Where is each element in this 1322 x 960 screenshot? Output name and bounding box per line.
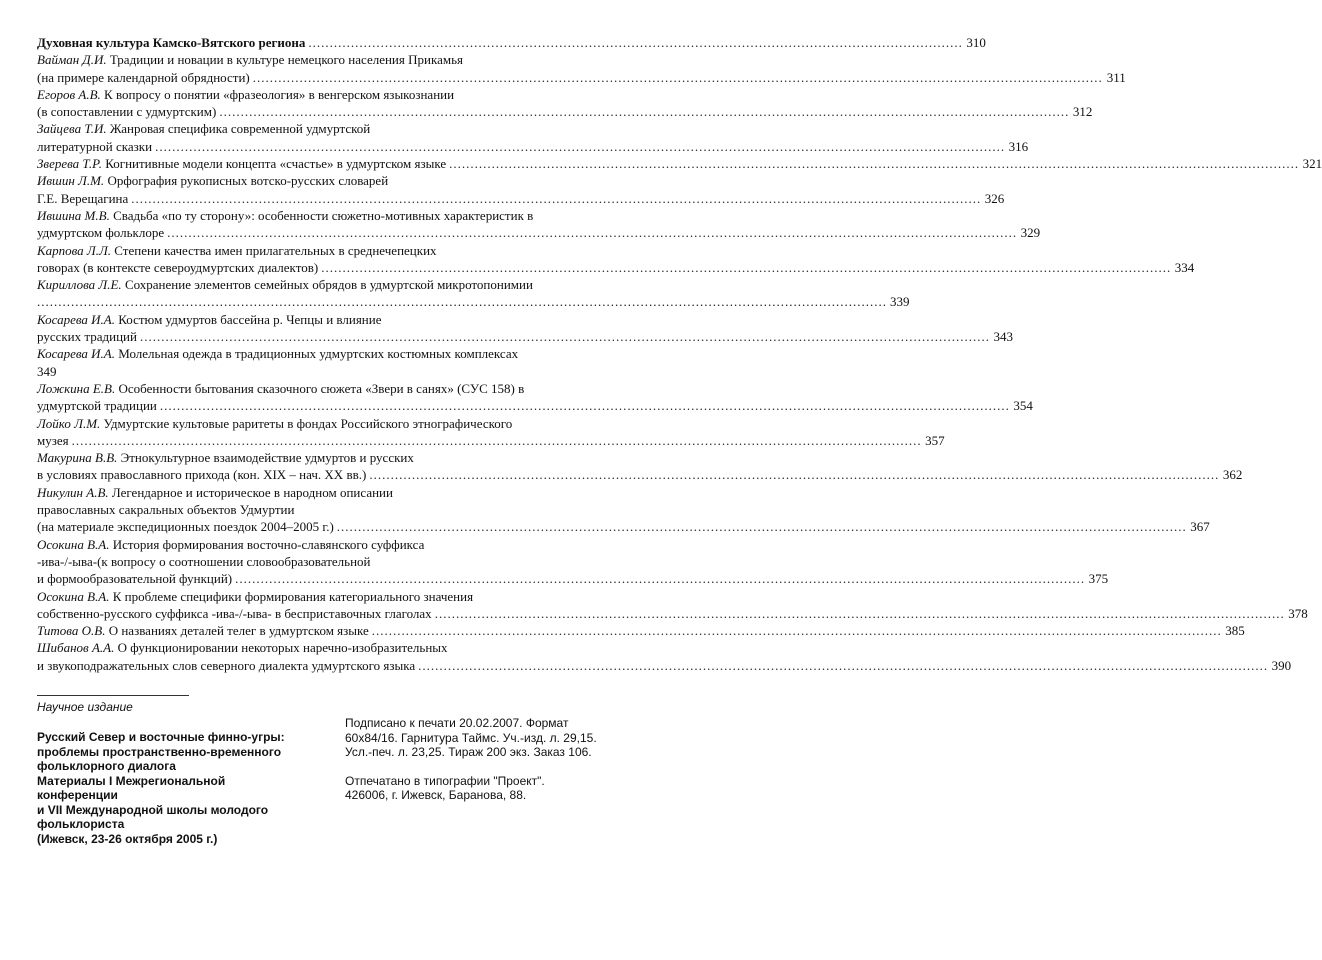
- table-of-contents: [37, 34, 1322, 674]
- page-number: 390: [1271, 657, 1292, 673]
- page-number: 310: [966, 35, 986, 50]
- toc-entry-line: [37, 363, 611, 380]
- author-name: Вайман Д.И.: [37, 52, 107, 68]
- author-name: Осокина В.А.: [37, 536, 110, 552]
- author-name: Зайцева Т.И.: [37, 121, 107, 137]
- entry-text: [37, 190, 128, 207]
- entry-title: -ива-/-ыва-(к вопросу о соотношении словообразовательной: [37, 553, 371, 569]
- entry-title: История формирования восточно-славянского суффикса: [112, 536, 425, 552]
- section-title: Духовная культура Камско-Вятского региона: [37, 35, 306, 50]
- page-number: 354: [1013, 398, 1033, 414]
- book-title-line: конференции: [37, 788, 118, 802]
- toc-entry-line: [37, 224, 1041, 241]
- entry-title: Этнокультурное взаимодействие удмуртов и русских: [120, 450, 414, 466]
- toc-entry: [37, 380, 1033, 415]
- entry-text: [37, 432, 69, 449]
- entry-text: [37, 103, 216, 120]
- toc-entry: [37, 415, 945, 450]
- book-title-line: Русский Север и восточные финно-угры:: [37, 730, 285, 744]
- dot-leader: ........................................................................................................................................................................................................: [131, 190, 982, 206]
- toc-entry-line: [37, 501, 611, 518]
- toc-entry: [37, 86, 1093, 121]
- author-name: Ившина М.В.: [37, 207, 110, 223]
- dot-leader: ........................................................................................................................................................................................................: [449, 156, 1300, 172]
- entry-text: [37, 328, 137, 345]
- toc-entry-first-line: [37, 345, 611, 362]
- toc-entry: [37, 639, 1292, 674]
- toc-entry-line: [37, 259, 1195, 276]
- dot-leader: ........................................................................................................................................................................................................: [139, 329, 990, 345]
- author-name: Шибанов А.А.: [37, 640, 115, 656]
- toc-entry-line: [37, 328, 1013, 345]
- toc-section-heading: [37, 34, 986, 51]
- toc-entry-line: [37, 397, 1033, 414]
- toc-entry-line: [37, 103, 1093, 120]
- dot-leader: ........................................................................................................................................................................................................: [321, 259, 1172, 275]
- toc-entry: [37, 51, 1126, 86]
- entry-text: [37, 657, 415, 674]
- entry-title: удмуртском фольклоре: [37, 225, 165, 241]
- entry-title: Традиции и новации в культуре немецкого населения Прикамья: [109, 52, 463, 68]
- entry-title: Жанровая специфика современной удмуртской: [109, 121, 371, 137]
- entry-title: Легендарное и историческое в народном описании: [111, 484, 393, 500]
- entry-title: К вопросу о понятии «фразеология» в венгерском языкознании: [104, 86, 455, 102]
- toc-entry-first-line: [37, 588, 611, 605]
- entry-title: Сохранение элементов семейных обрядов в удмуртской микротопонимии: [124, 277, 533, 293]
- entry-text: [37, 518, 334, 535]
- entry-title: удмуртской традиции: [37, 398, 157, 414]
- entry-text: [37, 224, 164, 241]
- dot-leader: ........................................................................................................................................................................................................: [219, 104, 1070, 120]
- toc-entry-first-line: [37, 242, 611, 259]
- toc-entry-first-line: [37, 155, 1322, 172]
- toc-entry: [37, 155, 1322, 172]
- entry-title: и формообразовательной функций): [37, 571, 233, 587]
- page-number: 349: [37, 363, 57, 379]
- toc-entry: [37, 276, 910, 311]
- imprint-line: 60х84/16. Гарнитура Таймс. Уч.-изд. л. 29,15.: [345, 730, 597, 745]
- toc-entry-first-line: [37, 276, 611, 293]
- toc-entry-first-line: [37, 51, 611, 68]
- entry-text: [37, 259, 318, 276]
- toc-entry: [37, 622, 1245, 639]
- toc-entry-first-line: [37, 536, 611, 553]
- toc-entry: [37, 311, 1013, 346]
- page-number: 343: [993, 329, 1013, 345]
- author-name: Никулин А.В.: [37, 484, 109, 500]
- author-name: Лойко Л.М.: [37, 415, 101, 431]
- page-number: 339: [890, 294, 910, 310]
- author-name: Кириллова Л.Е.: [37, 277, 122, 293]
- toc-entry-first-line: [37, 172, 611, 189]
- entry-title: литературной сказки: [37, 138, 153, 154]
- entry-title: Свадьба «по ту сторону»: особенности сюжетно-мотивных характеристик в: [113, 207, 534, 223]
- dot-leader: ........................................................................................................................................................................................................: [252, 69, 1103, 85]
- entry-title: Костюм удмуртов бассейна р. Чепцы и влияние: [118, 311, 382, 327]
- printer-line: 426006, г. Ижевск, Баранова, 88.: [345, 788, 527, 802]
- entry-title: О названиях деталей телег в удмуртском языке: [108, 623, 369, 639]
- dot-leader: ........................................................................................................................................................................................................: [155, 138, 1006, 154]
- page-number: 311: [1106, 69, 1126, 85]
- author-name: Ившин Л.М.: [37, 173, 105, 189]
- entry-text: [37, 397, 157, 414]
- book-title-line: Материалы I Межрегиональной: [37, 773, 226, 788]
- toc-entry-first-line: [37, 484, 611, 501]
- page-number: 385: [1225, 623, 1245, 639]
- entry-title: О функционировании некоторых наречно-изобразительных: [117, 640, 448, 656]
- entry-text: [37, 69, 250, 86]
- toc-entry: [37, 536, 1109, 588]
- page-number: 362: [1222, 467, 1243, 483]
- toc-entry-line: [37, 518, 1210, 535]
- dot-leader: ........................................................................................................................................................................................................: [167, 225, 1018, 241]
- author-name: Осокина В.А.: [37, 588, 110, 604]
- entry-text: [37, 466, 366, 483]
- edition-label: Научное издание: [37, 700, 133, 714]
- book-title-line: (Ижевск, 23-26 октября 2005 г.): [37, 831, 218, 846]
- book-title: [37, 730, 337, 846]
- entry-title: Молельная одежда в традиционных удмуртских костюмных комплексах: [118, 346, 519, 362]
- entry-title: К проблеме специфики формирования категориального значения: [112, 588, 474, 604]
- toc-entry: [37, 484, 1210, 536]
- entry-title: и звукоподражательных слов северного диалекта удмуртского языка: [37, 657, 416, 673]
- toc-entry-line: [37, 432, 945, 449]
- entry-title: Особенности бытования сказочного сюжета «Звери в санях» (СУС 158) в: [118, 380, 525, 396]
- dot-leader: ........................................................................................................................................................................................................: [434, 605, 1285, 621]
- entry-title: Степени качества имен прилагательных в среднечепецких: [114, 242, 437, 258]
- toc-entry-first-line: [37, 622, 1245, 639]
- entry-title: (на материале экспедиционных поездок 2004–2005 г.): [37, 519, 334, 535]
- page-number: 375: [1088, 571, 1109, 587]
- toc-entry: [37, 345, 611, 380]
- book-title-line: фольклориста: [37, 817, 125, 831]
- dot-leader: ........................................................................................................................................................................................................: [37, 294, 887, 310]
- toc-entry-line: [37, 69, 1126, 86]
- dot-leader: ........................................................................................................................................................................................................: [371, 623, 1222, 639]
- toc-entry: [37, 449, 1243, 484]
- toc-entry-line: [37, 293, 910, 310]
- toc-entry: [37, 207, 1041, 242]
- toc-entry-line: [37, 605, 1308, 622]
- entry-title: музея: [37, 432, 69, 448]
- divider-rule: [37, 695, 189, 696]
- entry-text: [37, 570, 232, 587]
- toc-entry-first-line: [37, 207, 611, 224]
- dot-leader: ........................................................................................................................................................................................................: [71, 432, 922, 448]
- page-number: 367: [1190, 519, 1210, 535]
- imprint-line: Усл.-печ. л. 23,25. Тираж 200 экз. Заказ 106.: [345, 745, 592, 759]
- toc-entry-first-line: [37, 120, 611, 137]
- author-name: Косарева И.А.: [37, 311, 115, 327]
- page-number: 312: [1072, 104, 1093, 120]
- entry-title: Г.Е. Верещагина: [37, 190, 129, 206]
- dot-leader: ..........................................................................................................................................................: [308, 35, 963, 50]
- toc-entry-first-line: [37, 311, 611, 328]
- imprint-block: [345, 716, 635, 803]
- page-number: 334: [1174, 259, 1195, 275]
- entry-title: Когнитивные модели концепта «счастье» в удмуртском языке: [105, 156, 447, 172]
- entry-title: собственно-русского суффикса -ива-/-ыва- в бесприставочных глаголах: [37, 605, 432, 621]
- toc-entry-line: [37, 553, 611, 570]
- entry-title: Удмуртские культовые раритеты в фондах Российского этнографического: [103, 415, 513, 431]
- entry-title: в условиях православного прихода (кон. XIX – нач. XX вв.): [37, 467, 367, 483]
- toc-entry-first-line: [37, 380, 611, 397]
- toc-entry-first-line: [37, 86, 611, 103]
- entry-title: (на примере календарной обрядности): [37, 69, 250, 85]
- toc-entry-line: [37, 190, 1005, 207]
- page-number: 357: [925, 432, 945, 448]
- dot-leader: ........................................................................................................................................................................................................: [159, 398, 1010, 414]
- toc-entry-first-line: [37, 449, 611, 466]
- dot-leader: ........................................................................................................................................................................................................: [336, 519, 1187, 535]
- imprint-line: Подписано к печати 20.02.2007. Формат: [345, 716, 569, 730]
- toc-entry: [37, 588, 1308, 623]
- toc-entry-line: [37, 657, 1292, 674]
- author-name: Ложкина Е.В.: [37, 380, 116, 396]
- toc-entry-line: [37, 138, 1029, 155]
- toc-entry: [37, 242, 1195, 277]
- page-number: 326: [984, 190, 1005, 206]
- entry-title: Орфография рукописных вотско-русских словарей: [107, 173, 389, 189]
- author-name: Титова О.В.: [37, 623, 106, 639]
- entry-title: православных сакральных объектов Удмуртии: [37, 502, 295, 518]
- author-name: Макурина В.В.: [37, 450, 118, 466]
- author-name: Егоров А.В.: [37, 86, 101, 102]
- toc-entries: [37, 51, 1322, 674]
- page-number: 378: [1288, 605, 1308, 621]
- entry-text: [37, 622, 369, 639]
- page-number: 329: [1020, 225, 1041, 241]
- dot-leader: ........................................................................................................................................................................................................: [369, 467, 1220, 483]
- entry-title: говорах (в контексте североудмуртских диалектов): [37, 259, 319, 275]
- book-title-line: проблемы пространственно-временного: [37, 744, 282, 759]
- toc-entry: [37, 172, 1005, 207]
- dot-leader: ........................................................................................................................................................................................................: [235, 571, 1086, 587]
- toc-entry-line: [37, 466, 1243, 483]
- toc-entry-line: [37, 570, 1109, 587]
- entry-title: (в сопоставлении с удмуртским): [37, 104, 217, 120]
- page-number: 316: [1008, 138, 1029, 154]
- author-name: Зверева Т.Р.: [37, 156, 102, 172]
- author-name: Косарева И.А.: [37, 346, 115, 362]
- entry-text: [37, 155, 446, 172]
- entry-title: русских традиций: [37, 329, 137, 345]
- toc-entry: [37, 120, 1029, 155]
- entry-text: [37, 138, 152, 155]
- toc-entry-first-line: [37, 639, 611, 656]
- author-name: Карпова Л.Л.: [37, 242, 112, 258]
- book-title-line: фольклорного диалога: [37, 759, 176, 773]
- entry-text: [37, 605, 432, 622]
- page-number: 321: [1302, 156, 1322, 172]
- book-title-line: и VII Международной школы молодого: [37, 802, 269, 817]
- dot-leader: ........................................................................................................................................................................................................: [418, 657, 1269, 673]
- printer-line: Отпечатано в типографии "Проект".: [345, 773, 545, 788]
- toc-entry-first-line: [37, 415, 611, 432]
